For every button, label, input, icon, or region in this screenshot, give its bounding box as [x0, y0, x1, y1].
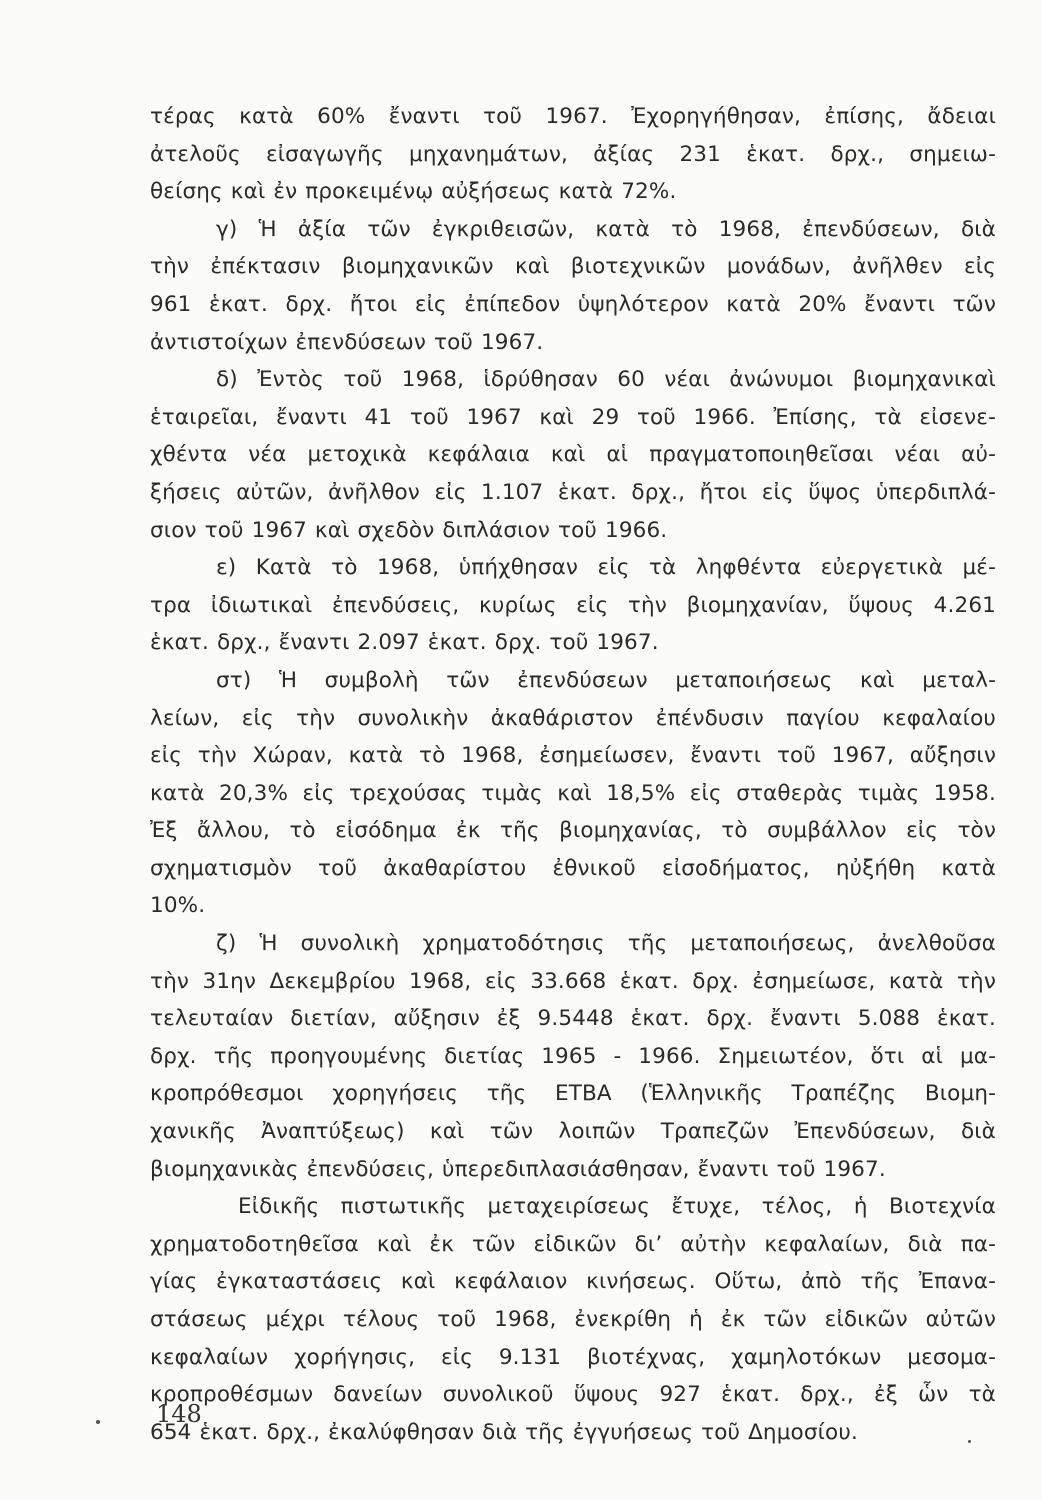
text-line: στάσεως μέχρι τέλους τοῦ 1968, ἐνεκρίθη ἡ ἐκ τῶν εἰδικῶν αὐτῶν: [150, 1307, 996, 1332]
text-line: τελευταίαν διετίαν, αὔξησιν ἐξ 9.5448 ἑκατ. δρχ. ἔναντι 5.088 ἑκατ.: [150, 1006, 996, 1032]
text-line: 961 ἑκατ. δρχ. ἤτοι εἰς ἐπίπεδον ὑψηλότερον κατὰ 20% ἔναντι τῶν: [150, 291, 996, 317]
text-line: 654 ἑκατ. δρχ., ἐκαλύφθησαν διὰ τῆς ἐγγυήσεως τοῦ Δημοσίου.: [150, 1419, 858, 1445]
text-line: χρηματοδοτηθεῖσα καὶ ἐκ τῶν εἰδικῶν δι’ αὐτὴν κεφαλαίων, διὰ πα-: [150, 1231, 996, 1257]
text-line: τέρας κατὰ 60% ἔναντι τοῦ 1967. Ἐχορηγήθησαν, ἐπίσης, ἄδειαι: [150, 104, 996, 129]
text-line: Ἐξ ἄλλου, τὸ εἰσόδημα ἐκ τῆς βιομηχανίας, τὸ συμβάλλον εἰς τὸν: [150, 818, 996, 844]
page-number: 148: [156, 1400, 202, 1428]
text-line: κατὰ 20,3% εἰς τρεχούσας τιμὰς καὶ 18,5% εἰς σταθερὰς τιμὰς 1958.: [150, 780, 996, 806]
text-line: τρα ἰδιωτικαὶ ἐπενδύσεις, κυρίως εἰς τὴν βιομηχανίαν, ὕψους 4.261: [150, 592, 996, 618]
text-line: κροπροθέσμων δανείων συνολικοῦ ὕψους 927 ἑκατ. δρχ., ἐξ ὧν τὰ: [150, 1382, 996, 1408]
text-line: δ) Ἐντὸς τοῦ 1968, ἱδρύθησαν 60 νέαι ἀνώνυμοι βιομηχανικαὶ: [216, 367, 996, 393]
text-line: ξήσεις αὐτῶν, ἀνῆλθον εἰς 1.107 ἑκατ. δρχ., ἤτοι εἰς ὕψος ὑπερδιπλά-: [150, 479, 996, 505]
text-line: εἰς τὴν Χώραν, κατὰ τὸ 1968, ἐσημείωσεν, ἔναντι τοῦ 1967, αὔξησιν: [150, 743, 996, 769]
text-line: Εἰδικῆς πιστωτικῆς μεταχειρίσεως ἔτυχε, τέλος, ἡ Βιοτεχνία: [238, 1194, 996, 1220]
text-line: ἀντιστοίχων ἐπενδύσεων τοῦ 1967.: [150, 329, 544, 355]
text-line: σιον τοῦ 1967 καὶ σχεδὸν διπλάσιον τοῦ 1966.: [150, 517, 668, 543]
text-line: ζ) Ἡ συνολικὴ χρηματοδότησις τῆς μεταποιήσεως, ἀνελθοῦσα: [216, 931, 996, 957]
text-line: ἀτελοῦς εἰσαγωγῆς μηχανημάτων, ἀξίας 231 ἑκατ. δρχ., σημειω-: [150, 141, 996, 167]
text-line: κεφαλαίων χορήγησις, εἰς 9.131 βιοτέχνας, χαμηλοτόκων μεσομα-: [150, 1344, 996, 1370]
text-line: τὴν 31ην Δεκεμβρίου 1968, εἰς 33.668 ἑκατ. δρχ. ἐσημείωσε, κατὰ τὴν: [150, 968, 996, 994]
text-line: χθέντα νέα μετοχικὰ κεφάλαια καὶ αἱ πραγματοποιηθεῖσαι νέαι αὐ-: [150, 442, 996, 468]
text-line: δρχ. τῆς προηγουμένης διετίας 1965 - 1966. Σημειωτέον, ὅτι αἱ μα-: [150, 1043, 996, 1069]
text-line: χανικῆς Ἀναπτύξεως) καὶ τῶν λοιπῶν Τραπεζῶν Ἐπενδύσεων, διὰ: [150, 1119, 996, 1145]
text-line: σχηματισμὸν τοῦ ἀκαθαρίστου ἐθνικοῦ εἰσοδήματος, ηὐξήθη κατὰ: [150, 855, 996, 881]
text-line: κροπρόθεσμοι χορηγήσεις τῆς ΕΤΒΑ (Ἑλληνικῆς Τραπέζης Βιομη-: [150, 1081, 996, 1107]
text-line: λείων, εἰς τὴν συνολικὴν ἀκαθάριστον ἐπένδυσιν παγίου κεφαλαίου: [150, 705, 996, 731]
text-line: γ) Ἡ ἀξία τῶν ἐγκριθεισῶν, κατὰ τὸ 1968, ἐπενδύσεων, διὰ: [216, 216, 996, 242]
text-line: βιομηχανικὰς ἐπενδύσεις, ὑπερεδιπλασιάσθησαν, ἔναντι τοῦ 1967.: [150, 1156, 886, 1182]
text-line: στ) Ἡ συμβολὴ τῶν ἐπενδύσεων μεταποιήσεως καὶ μεταλ-: [216, 667, 996, 693]
page-body: [150, 98, 996, 1451]
text-line: ε) Κατὰ τὸ 1968, ὑπήχθησαν εἰς τὰ ληφθέντα εὐεργετικὰ μέ-: [216, 555, 996, 581]
text-line: θείσης καὶ ἐν προκειμένῳ αὐξήσεως κατὰ 72%.: [150, 179, 677, 205]
text-line: γίας ἐγκαταστάσεις καὶ κεφάλαιον κινήσεως. Οὕτω, ἀπὸ τῆς Ἐπανα-: [150, 1269, 996, 1295]
text-line: ἑκατ. δρχ., ἔναντι 2.097 ἑκατ. δρχ. τοῦ 1967.: [150, 630, 659, 656]
scan-speck: [968, 1440, 971, 1443]
scan-speck: [96, 1420, 100, 1424]
text-line: ἑταιρεῖαι, ἔναντι 41 τοῦ 1967 καὶ 29 τοῦ 1966. Ἐπίσης, τὰ εἰσενε-: [150, 404, 996, 430]
text-line: 10%.: [150, 893, 206, 919]
text-line: τὴν ἐπέκτασιν βιομηχανικῶν καὶ βιοτεχνικῶν μονάδων, ἀνῆλθεν εἰς: [150, 254, 996, 280]
